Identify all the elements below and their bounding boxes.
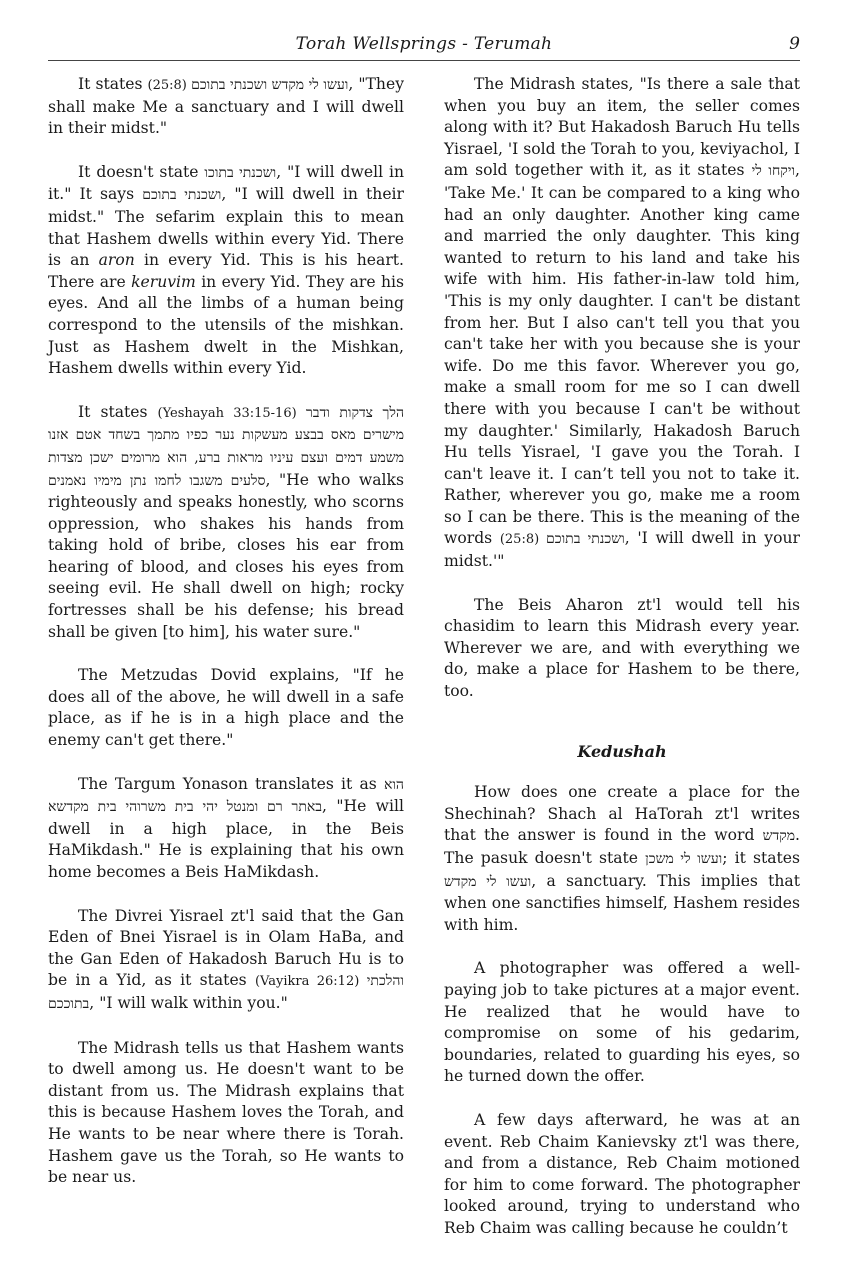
hebrew-quote: ויקחו לי: [751, 163, 796, 180]
text: The Targum Yonason translates it as: [78, 774, 384, 793]
right-column: [444, 74, 800, 1262]
hebrew-quote: והלכתי בתוככם: [48, 973, 404, 1012]
paragraph: [48, 774, 404, 884]
text: , "I will walk within you.": [89, 993, 288, 1012]
paragraph: A photographer was offered a well-paying job to take pictures at a major event. He realized that he would have to compromise on some of his gedarim, boundaries, related to guarding his eyes, so he turned down the offer.: [444, 959, 800, 1086]
page-number: 9: [789, 34, 800, 54]
text: , "I will dwell in it." It says: [48, 162, 404, 204]
text: in every Yid. They are his eyes. And all the limbs of a human being correspond to the utensils of the mishkan. Just as Hashem dwelt in the Mishkan, Hashem dwells within every Yid.: [48, 272, 404, 378]
hebrew-quote: ושכנתי בתוכו: [204, 164, 277, 181]
italic-term: aron: [98, 251, 135, 270]
verse-reference: (Vayikra 26:12): [254, 974, 367, 990]
text: , a sanctuary. This implies that when one sanctifies himself, Hashem resides with him.: [444, 871, 800, 934]
text: . The pasuk doesn't state: [444, 826, 800, 867]
hebrew-quote: הוא באתר רם ומנטל יהי בית משרוהי בית מקדשא: [48, 776, 404, 816]
text: , 'I will dwell in your midst.'": [444, 529, 800, 571]
italic-term: keruvim: [131, 272, 196, 291]
text: It states: [78, 402, 158, 421]
running-header: [48, 32, 800, 61]
left-column: [48, 74, 404, 1211]
hebrew-quote: ועשו לי מקדש: [444, 873, 532, 890]
hebrew-quote: ושכנתי בתוכם: [546, 531, 625, 548]
paragraph: The Midrash tells us that Hashem wants to dwell among us. He doesn't want to be distant from us. The Midrash explains that this is because Hashem loves the Torah, and He wants to be near where there is Torah. Hashem gave us the Torah, so He wants to be near us.: [48, 1038, 404, 1187]
text: The Midrash states, "Is there a sale that when you buy an item, the seller comes along with it? But Hakadosh Baruch Hu tells Yisrael, 'I sold the Torah to you, keviyachol, I am sold together with it, as it states: [444, 75, 801, 180]
paragraph: [48, 402, 404, 644]
paragraph: [48, 74, 404, 140]
paragraph: The Metzudas Dovid explains, "If he does all of the above, he will dwell in a safe place, as if he is in a high place and the enemy can't get there.": [48, 666, 404, 750]
verse-reference: (25:8): [147, 78, 192, 93]
paragraph: [48, 906, 404, 1016]
paragraph: A few days afterward, he was at an event. Reb Chaim Kanievsky zt'l was there, and from a distance, Reb Chaim motioned for him to come forward. The photographer looked around, trying to understand who Reb Chaim was calling because he couldn’t: [444, 1110, 800, 1237]
hebrew-quote: ועשו לי מקדש ושכנתי בתוכם: [191, 77, 349, 93]
text: It states: [78, 75, 148, 93]
verse-reference: (Yeshayah 33:15-16): [157, 405, 306, 421]
paragraph: The Beis Aharon zt'l would tell his chasidim to learn this Midrash every year. Wherever we are, and with everything we do, make a place for Hashem to be there, too.: [444, 595, 800, 701]
text: , "They shall make Me a sanctuary and I will dwell in their midst.": [48, 75, 405, 138]
paragraph: [48, 162, 404, 380]
header-title: Torah Wellsprings - Terumah: [295, 34, 553, 54]
hebrew-quote: מקדש: [762, 828, 796, 845]
text: How does one create a place for the Shechinah? Shach al HaTorah zt'l writes that the answer is found in the word: [444, 783, 800, 845]
text: , "I will dwell in their midst." The sefarim explain this to mean that Hashem dwells within every Yid. There is an: [48, 185, 404, 270]
text: , "He who walks righteously and speaks honestly, who scorns oppression, who shakes his hands from taking hold of bribe, closes his ear from hearing of blood, and closes his eyes from seeing evil. He shall dwell on high; rocky fortresses shall be his defense; his bread shall be given [to him], his water sure.": [48, 470, 404, 641]
text: , "He will dwell in a high place, in the Beis HaMikdash." He is explaining that his own home becomes a Beis HaMikdash.: [48, 797, 404, 881]
paragraph: [444, 782, 800, 936]
hebrew-quote: הלך צדקות ודבר מישרים מאס בבצע מעשקות נער כפיו מתמך בשחד אטם אזנו משמע דמים ועצם עיניו מראות ברע, הוא מרומים ישכן מצדות סלעים משגבו לחמו נתן מימיו נאמנים: [48, 404, 404, 489]
section-heading: Kedushah: [577, 741, 667, 761]
hebrew-quote: ועשו לי משכן: [645, 851, 723, 867]
text: , 'Take Me.' It can be compared to a king who had an only daughter. Another king came and married the only daughter. This king wanted to return to his land and take his wife with him. His father-in-law told him, 'This is my only daughter. I can't be distant from her. But I also can't tell you that you can't take her with you because she is your wife. Do me this favor. Wherever you go, make a small room for me so I can dwell there with you because I can't be without my daughter.' Similarly, Hakadosh Baruch Hu tells Yisrael, 'I gave you the Torah. I can't leave it. I can’t tell you not to take it. Rather, wherever you go, make me a room so I can be there. This is the meaning of the words: [444, 161, 800, 548]
text: in every Yid. This is his heart. There are: [48, 251, 405, 291]
text: ; it states: [722, 849, 801, 867]
text: It doesn't state: [78, 162, 205, 181]
verse-reference: (25:8): [499, 532, 547, 548]
hebrew-quote: ושכנתי בתוכם: [142, 187, 222, 204]
paragraph: [444, 74, 800, 573]
text: The Divrei Yisrael zt'l said that the Gan Eden of Bnei Yisrael is in Olam HaBa, and the Gan Eden of Hakadosh Baruch Hu is to be in a Yid, as it states: [48, 906, 404, 990]
